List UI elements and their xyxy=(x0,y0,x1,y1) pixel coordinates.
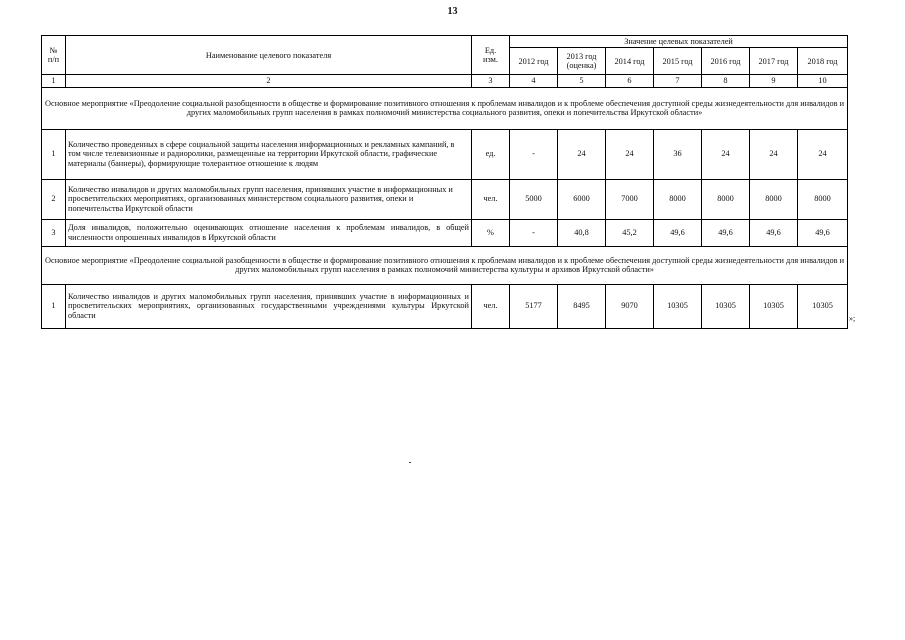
indicator-unit: чел. xyxy=(472,179,510,219)
column-number: 8 xyxy=(702,75,750,87)
header-year-text: 2013 год (оценка) xyxy=(566,52,597,71)
indicator-unit: ед. xyxy=(472,129,510,179)
indicator-value: 49,6 xyxy=(798,219,848,246)
indicator-value: - xyxy=(510,129,558,179)
indicator-value: 8000 xyxy=(654,179,702,219)
indicator-value: 10305 xyxy=(702,284,750,328)
column-number: 2 xyxy=(66,75,472,87)
header-unit xyxy=(472,36,510,75)
header-year: 2015 год xyxy=(654,48,702,75)
table-row xyxy=(42,129,848,179)
indicator-name: Количество инвалидов и других маломобильных групп населения, принявших участие в информационных и просветительских мероприятиях, организованных государственными учреждениями культуры Иркутской области xyxy=(66,284,472,328)
indicator-value: 7000 xyxy=(606,179,654,219)
indicator-value: 5177 xyxy=(510,284,558,328)
indicator-value: 8000 xyxy=(702,179,750,219)
column-number: 1 xyxy=(42,75,66,87)
row-num: 1 xyxy=(42,129,66,179)
indicator-value: 24 xyxy=(702,129,750,179)
column-number: 4 xyxy=(510,75,558,87)
column-number: 3 xyxy=(472,75,510,87)
indicator-value: 8000 xyxy=(750,179,798,219)
header-num-line: № п/п xyxy=(47,45,60,65)
indicator-value: 40,8 xyxy=(558,219,606,246)
indicator-value: 36 xyxy=(654,129,702,179)
header-unit-text: Ед. изм. xyxy=(483,45,498,65)
indicator-value: 49,6 xyxy=(654,219,702,246)
indicator-unit: % xyxy=(472,219,510,246)
indicator-value: 24 xyxy=(606,129,654,179)
section-title-row xyxy=(42,246,848,284)
indicator-name: Количество инвалидов и других маломобильных групп населения, принявших участие в информационных и просветительских мероприятиях, организованных министерством социального развития, опеки и попечительства Иркутской области xyxy=(66,179,472,219)
indicator-value: 24 xyxy=(798,129,848,179)
table-row xyxy=(42,284,848,328)
section-title-row xyxy=(42,87,848,129)
header-year: 2012 год xyxy=(510,48,558,75)
indicator-name: Количество проведенных в сфере социальной защиты населения информационных и рекламных кампаний, в том числе телевизионные и радиоролики, размещенные на территории Иркутской области, графические материалы (баннеры), формирующие толерантное отношение к людям xyxy=(66,129,472,179)
column-number: 6 xyxy=(606,75,654,87)
header-year: 2017 год xyxy=(750,48,798,75)
indicator-unit: чел. xyxy=(472,284,510,328)
indicator-value: 9070 xyxy=(606,284,654,328)
table-row xyxy=(42,179,848,219)
section-title: Основное мероприятие «Преодоление социальной разобщенности в обществе и формирование позитивного отношения к проблемам инвалидов и к проблеме обеспечения доступной среды жизнедеятельности для инвалидов и других маломобильных групп населения в рамках полномочий министерства социального развития, опеки и попечительства Иркутской области» xyxy=(42,87,848,129)
section-title: Основное мероприятие «Преодоление социальной разобщенности в обществе и формирование позитивного отношения к проблемам инвалидов и к проблеме обеспечения доступной среды жизнедеятельности для инвалидов и других маломобильных групп населения в рамках полномочий министерства культуры и архивов Иркутской области» xyxy=(42,246,848,284)
header-year xyxy=(558,48,606,75)
indicator-value: 45,2 xyxy=(606,219,654,246)
column-number: 7 xyxy=(654,75,702,87)
indicator-value: 49,6 xyxy=(702,219,750,246)
indicator-value: 6000 xyxy=(558,179,606,219)
indicator-value: - xyxy=(510,219,558,246)
indicator-value: 24 xyxy=(558,129,606,179)
indicator-value: 10305 xyxy=(750,284,798,328)
row-num: 1 xyxy=(42,284,66,328)
indicator-value: 10305 xyxy=(654,284,702,328)
indicator-name: Доля инвалидов, положительно оценивающих отношение населения к проблемам инвалидов, в общей численности опрошенных инвалидов в Иркутской области xyxy=(66,219,472,246)
indicator-value: 8000 xyxy=(798,179,848,219)
target-indicators-table xyxy=(41,35,848,329)
table-row xyxy=(42,219,848,246)
column-number: 9 xyxy=(750,75,798,87)
header-name: Наименование целевого показателя xyxy=(66,36,472,75)
indicator-value: 24 xyxy=(750,129,798,179)
page-number: 13 xyxy=(447,6,458,17)
header-year: 2014 год xyxy=(606,48,654,75)
indicator-value: 49,6 xyxy=(750,219,798,246)
column-number: 5 xyxy=(558,75,606,87)
header-num xyxy=(42,36,66,75)
header-year: 2016 год xyxy=(702,48,750,75)
header-year: 2018 год xyxy=(798,48,848,75)
row-num: 3 xyxy=(42,219,66,246)
header-row-top xyxy=(42,36,848,48)
indicator-value: 10305 xyxy=(798,284,848,328)
indicator-value: 5000 xyxy=(510,179,558,219)
header-values-group: Значение целевых показателей xyxy=(510,36,848,48)
trailing-quote-mark: »; xyxy=(849,314,856,323)
indicator-value: 8495 xyxy=(558,284,606,328)
scan-speck xyxy=(409,462,411,463)
column-number-row xyxy=(42,75,848,87)
column-number: 10 xyxy=(798,75,848,87)
row-num: 2 xyxy=(42,179,66,219)
